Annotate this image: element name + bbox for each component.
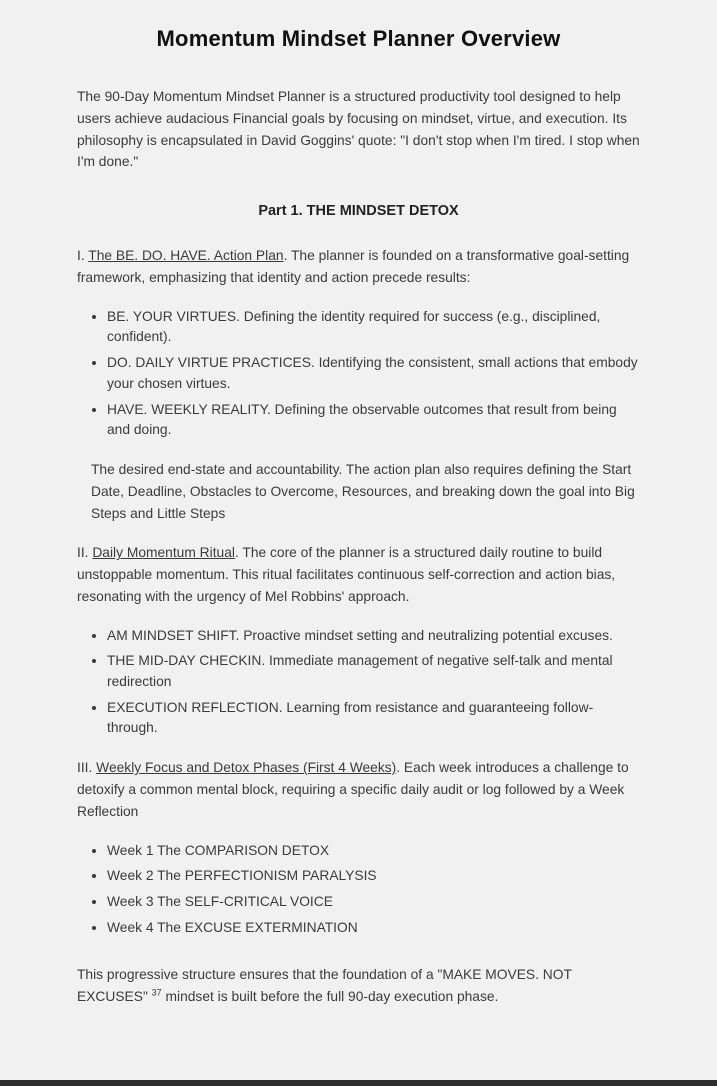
section-3-bullet-list (77, 841, 640, 939)
bottom-edge-bar (0, 1080, 717, 1086)
bullet-item: • HAVE. WEEKLY REALITY. Defining the observable outcomes that result from being and doing. (107, 400, 640, 441)
section-3-rest-text: . Each week introduces a challenge to detoxify a common mental block, requiring a specific daily audit or log followed by a Week Reflection (77, 760, 629, 819)
intro-paragraph: The 90-Day Momentum Mindset Planner is a structured productivity tool designed to help users achieve audacious Financial goals by focusing on mindset, virtue, and execution. Its philosophy is encapsulated in David Goggins' quote: "I don't stop when I'm tired. I stop when I'm done." (77, 89, 640, 170)
bullet-item: • Week 2 The PERFECTIONISM PARALYSIS (107, 866, 640, 887)
section-2-numeral: II. (77, 545, 93, 561)
section-2-title-underlined: Daily Momentum Ritual (92, 545, 235, 561)
bullet-item: • DO. DAILY VIRTUE PRACTICES. Identifying the consistent, small actions that embody your chosen virtues. (107, 353, 640, 394)
footnote-reference: 37 (151, 987, 162, 998)
section-1-numeral: I. (77, 248, 89, 264)
part1-heading: Part 1. THE MINDSET DETOX (258, 203, 459, 220)
bullet-item: • AM MINDSET SHIFT. Proactive mindset setting and neutralizing potential excuses. (107, 626, 640, 647)
bullet-item: • Week 3 The SELF-CRITICAL VOICE (107, 892, 640, 913)
section-2-intro-paragraph (77, 542, 640, 607)
section-3-intro-paragraph (77, 757, 640, 822)
closing-paragraph (77, 964, 640, 1008)
document-page (77, 0, 640, 1086)
bullet-item: • BE. YOUR VIRTUES. Defining the identity required for success (e.g., disciplined, confident). (107, 307, 640, 348)
document-title: Momentum Mindset Planner Overview (156, 26, 561, 51)
section-1-note-paragraph: The desired end-state and accountability. The action plan also requires defining the Start Date, Deadline, Obstacles to Overcome, Resources, and breaking down the goal into Big Steps and Little Steps (91, 461, 635, 521)
section-1-rest-text: . The planner is founded on a transformative goal-setting framework, emphasizing that identity and action precede results: (77, 248, 630, 285)
bullet-item: • Week 4 The EXCUSE EXTERMINATION (107, 918, 640, 939)
bullet-item: • EXECUTION REFLECTION. Learning from resistance and guaranteeing follow-through. (107, 698, 640, 739)
section-3-numeral: III. (77, 760, 97, 776)
bullet-item: • THE MID-DAY CHECKIN. Immediate management of negative self-talk and mental redirection (107, 651, 640, 692)
section-1-bullet-list (77, 307, 640, 441)
section-2-bullet-list (77, 626, 640, 739)
section-2-rest-text: . The core of the planner is a structured daily routine to build unstoppable momentum. This ritual facilitates continuous self-correction and action bias, resonating with the urgency of Mel Robbins' approach. (77, 545, 616, 604)
section-3-title-underlined: Weekly Focus and Detox Phases (First 4 Weeks) (96, 760, 397, 776)
closing-after-text: mindset is built before the full 90-day execution phase. (161, 989, 499, 1005)
closing-before-text: This progressive structure ensures that the foundation of a "MAKE MOVES. NOT EXCUSES" (77, 967, 572, 1005)
bullet-item: • Week 1 The COMPARISON DETOX (107, 841, 640, 862)
section-1-intro-paragraph (77, 245, 640, 289)
section-1-title-underlined: The BE. DO. HAVE. Action Plan (88, 248, 284, 264)
